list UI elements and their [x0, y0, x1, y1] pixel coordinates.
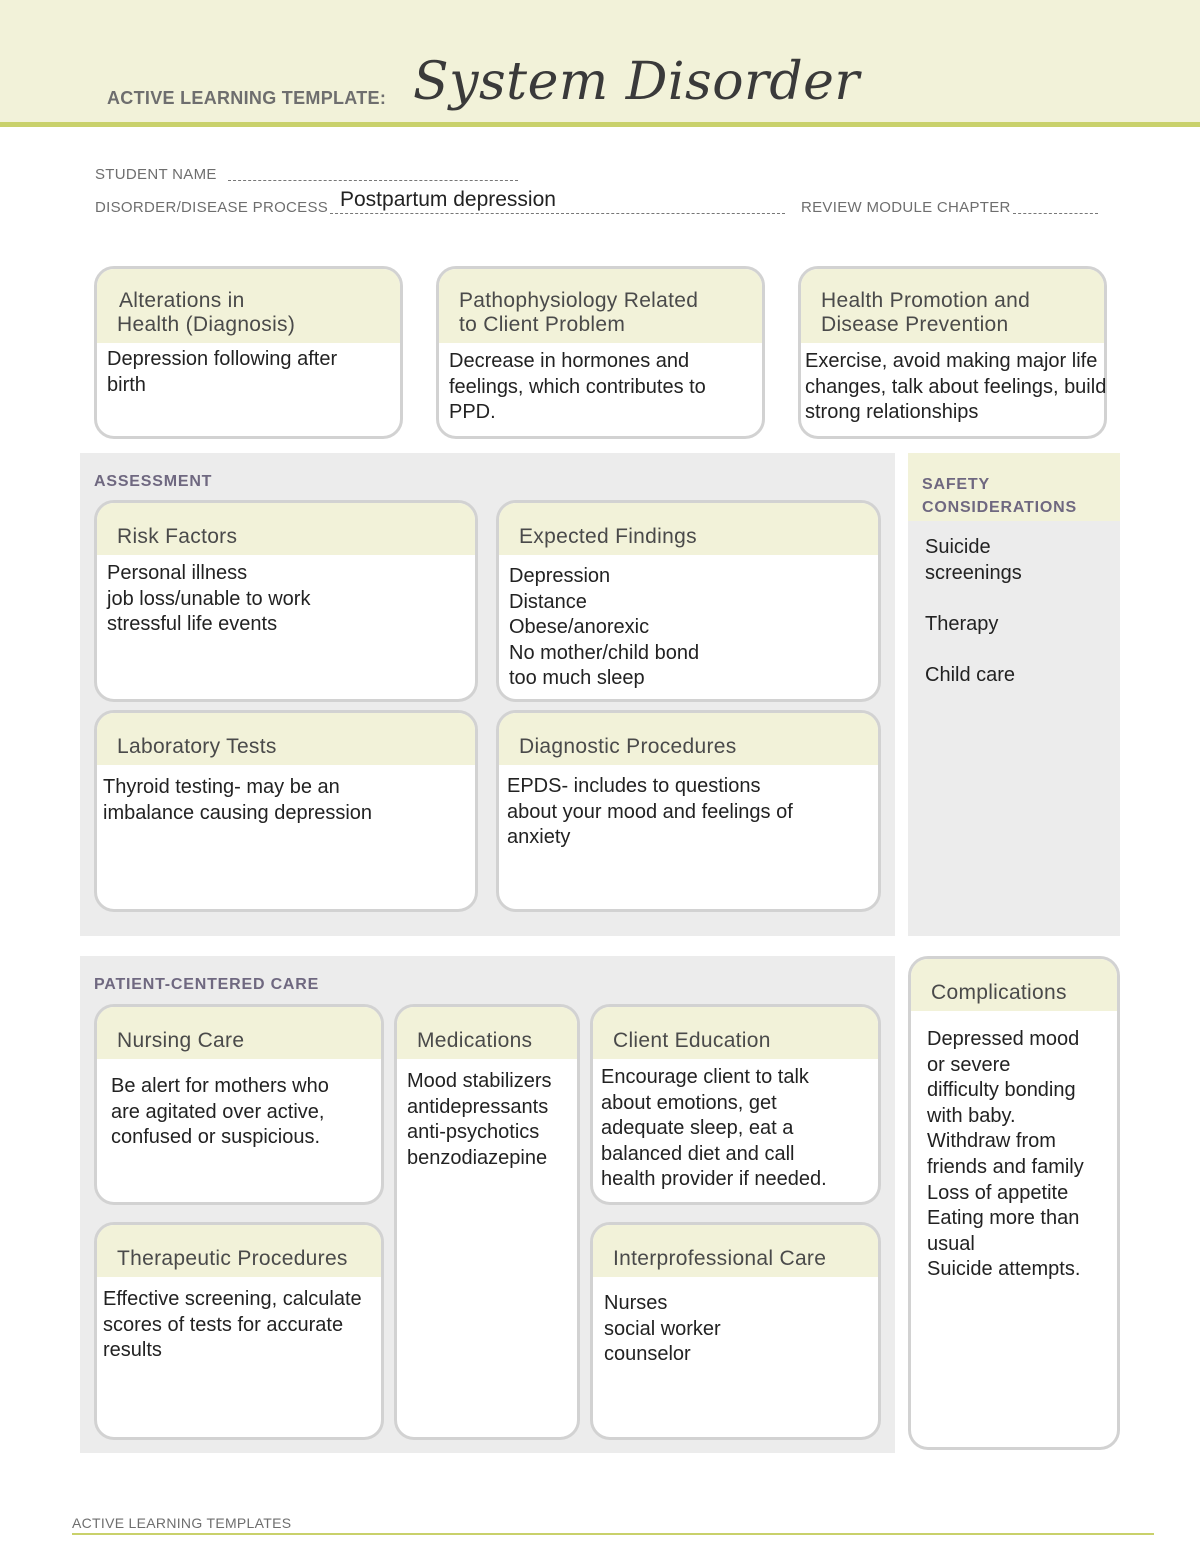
therapeutic-procedures-body: Effective screening, calculate scores of tests for accurate results — [103, 1288, 362, 1362]
interprofessional-care-box — [590, 1222, 881, 1440]
alterations-box — [94, 266, 403, 439]
disorder-label: DISORDER/DISEASE PROCESS — [95, 199, 329, 216]
pathophysiology-title-line1: Pathophysiology Related — [459, 289, 699, 312]
alterations-title-line2: Health (Diagnosis) — [117, 313, 296, 336]
expected-findings-box — [496, 500, 881, 702]
laboratory-tests-box — [94, 710, 478, 912]
diagnostic-procedures-box — [496, 710, 881, 912]
disorder-value: Postpartum depression — [340, 188, 556, 211]
complications-body: Depressed mood or severe difficulty bonding with baby. Withdraw from friends and family Loss of appetite Eating more than usual Suicide attempts. — [927, 1028, 1084, 1281]
laboratory-tests-header: Laboratory Tests — [97, 713, 475, 765]
complications-header: Complications — [911, 959, 1117, 1011]
medications-box — [394, 1004, 580, 1440]
health-promotion-header — [801, 269, 1104, 343]
alterations-title-line1: Alterations in — [119, 289, 245, 312]
alterations-header — [97, 269, 400, 343]
review-module-field[interactable] — [1013, 213, 1098, 214]
client-education-box — [590, 1004, 881, 1205]
diagnostic-procedures-body: EPDS- includes to questions about your mood and feelings of anxiety — [507, 775, 793, 849]
assessment-title: ASSESSMENT — [94, 473, 213, 490]
student-name-label: STUDENT NAME — [95, 166, 217, 183]
nursing-care-box — [94, 1004, 384, 1205]
page-title: System Disorder — [413, 52, 860, 112]
laboratory-tests-body: Thyroid testing- may be an imbalance causing depression — [103, 776, 373, 824]
interprofessional-care-body: Nurses social worker counselor — [604, 1292, 721, 1366]
risk-factors-header: Risk Factors — [97, 503, 475, 555]
nursing-care-header: Nursing Care — [97, 1007, 381, 1059]
safety-considerations-panel — [908, 453, 1120, 936]
alterations-body: Depression following after birth — [107, 348, 338, 396]
footer-rule — [72, 1533, 1154, 1535]
pathophysiology-body: Decrease in hormones and feelings, which contributes to PPD. — [449, 350, 706, 424]
pathophysiology-header — [439, 269, 762, 343]
therapeutic-procedures-box — [94, 1222, 384, 1440]
disorder-field[interactable] — [330, 213, 785, 214]
pathophysiology-box — [436, 266, 765, 439]
header-rule — [0, 122, 1200, 127]
health-promotion-box — [798, 266, 1107, 439]
nursing-care-body: Be alert for mothers who are agitated over active, confused or suspicious. — [111, 1075, 329, 1149]
risk-factors-box — [94, 500, 478, 702]
footer-label: ACTIVE LEARNING TEMPLATES — [72, 1515, 292, 1531]
template-label: ACTIVE LEARNING TEMPLATE: — [107, 88, 387, 108]
pathophysiology-title-line2: to Client Problem — [459, 313, 626, 336]
safety-considerations-title: SAFETY CONSIDERATIONS — [922, 476, 1077, 516]
safety-considerations-body: Suicide screenings Therapy Child care — [925, 536, 1022, 686]
health-promotion-body: Exercise, avoid making major life changes, talk about feelings, build strong relationships — [805, 350, 1107, 424]
expected-findings-body: Depression Distance Obese/anorexic No mother/child bond too much sleep — [509, 565, 700, 690]
patient-centered-care-title: PATIENT-CENTERED CARE — [94, 976, 320, 993]
student-name-field[interactable] — [228, 180, 518, 181]
health-promotion-title-line1: Health Promotion and — [821, 289, 1031, 312]
client-education-body: Encourage client to talk about emotions, get adequate sleep, eat a balanced diet and call health provider if needed. — [601, 1066, 827, 1191]
health-promotion-title-line2: Disease Prevention — [821, 313, 1009, 336]
risk-factors-body: Personal illness job loss/unable to work stressful life events — [107, 562, 311, 636]
medications-body: Mood stabilizers antidepressants anti-psychotics benzodiazepine — [407, 1070, 552, 1169]
therapeutic-procedures-header: Therapeutic Procedures — [97, 1225, 381, 1277]
interprofessional-care-header: Interprofessional Care — [593, 1225, 878, 1277]
complications-box — [908, 956, 1120, 1450]
review-module-label: REVIEW MODULE CHAPTER — [801, 199, 1011, 216]
diagnostic-procedures-header: Diagnostic Procedures — [499, 713, 878, 765]
client-education-header: Client Education — [593, 1007, 878, 1059]
medications-header: Medications — [397, 1007, 577, 1059]
expected-findings-header: Expected Findings — [499, 503, 878, 555]
